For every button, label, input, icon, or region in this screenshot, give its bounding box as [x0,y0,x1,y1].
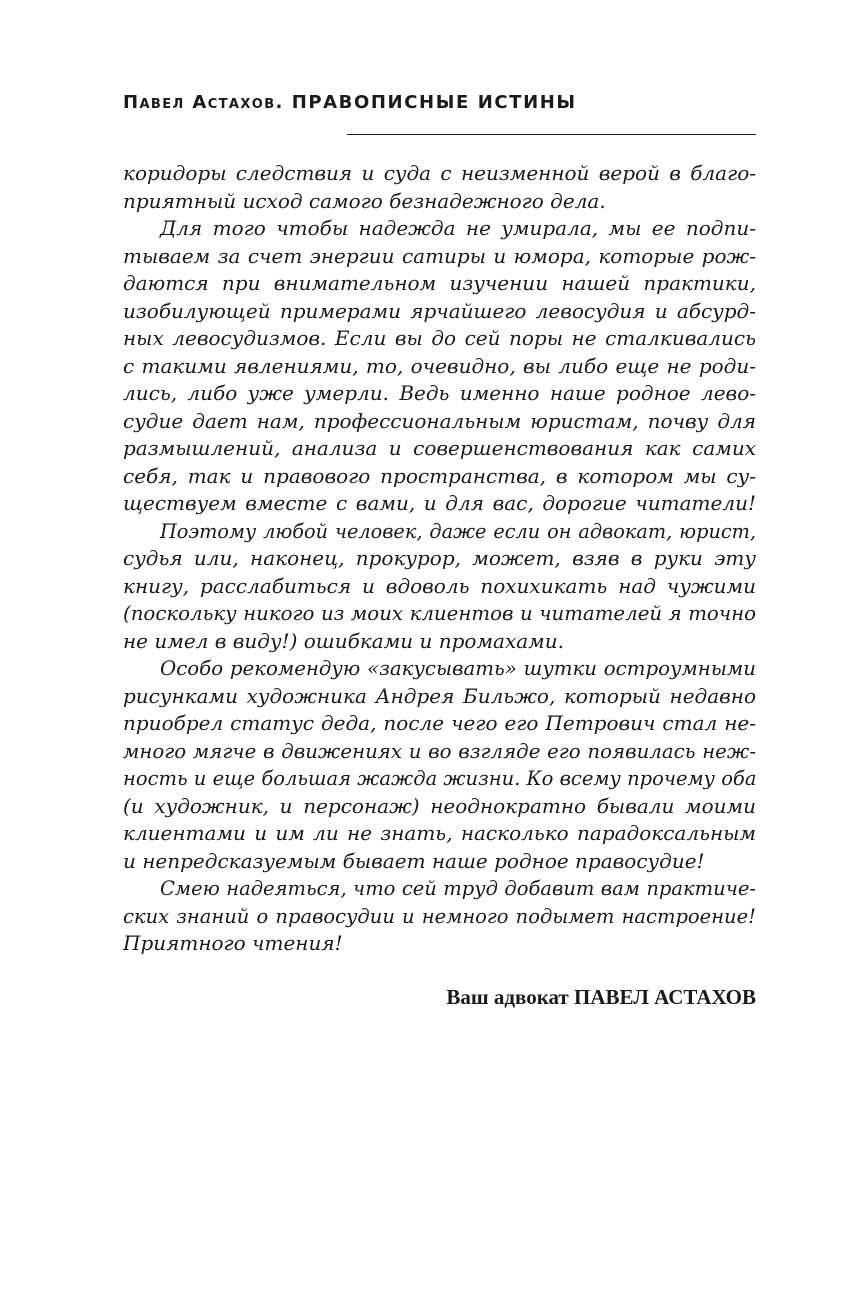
text-line: изобилующей примерами ярчайшего левосудия и абсурд- [123,298,756,323]
text-line: размышлений, анализа и совершенствования как самих [123,436,756,460]
paragraph-start-line: Для того чтобы надежда не умирала, мы ее подпи- [160,216,756,240]
text-line: лись, либо уже умерли. Ведь именно наше родное лево- [123,381,756,405]
text-line: даются при внимательном изучении нашей практики, [123,271,756,295]
header-rule [347,134,756,135]
text-line: и непредсказуемым бывает наше родное правосудие! [123,848,705,873]
text-line: (и художник, и персонаж) неоднократно бывали моими [123,793,756,818]
text-line: коридоры следствия и суда с неизменной верой в благо- [123,161,756,185]
running-head-author: Павел Астахов. [123,92,284,113]
text-line: с такими явлениями, то, очевидно, вы либо еще не роди- [123,353,756,378]
signature: Ваш адвокат ПАВЕЛ АСТАХОВ [446,985,756,1009]
body-text [123,160,756,958]
paragraph-start-line: Поэтому любой человек, даже если он адвокат, юрист, [160,519,756,543]
text-line: судья или, наконец, прокурор, может, взяв в руки эту [123,546,756,570]
text-line: клиентами и им ли не знать, насколько парадоксальным [123,821,756,845]
text-line: приятный исход самого безнадежного дела. [123,188,606,213]
text-line: ность и еще большая жажда жизни. Ко всему прочему оба [123,767,756,790]
text-line: книгу, расслабиться и вдоволь похихикать над чужими [123,573,756,598]
text-line: ных левосудизмов. Если вы до сей поры не сталкивались [123,326,756,350]
text-line: судие дает нам, профессиональным юристам, почву для [123,408,756,433]
text-line: тываем за счет энергии сатиры и юмора, которые рож- [123,243,756,268]
running-head-title: ПРАВОПИСНЫЕ ИСТИНЫ [291,92,577,113]
text-line: не имел в виду!) ошибками и промахами. [123,628,565,653]
text-line: много мягче в движениях и во взгляде его появилась неж- [123,739,756,763]
running-head [123,92,577,113]
text-line: рисунками художника Андрея Бильжо, который недавно [123,683,756,708]
paragraph-start-line: Особо рекомендую «закусывать» шутки остроумными [160,657,756,680]
text-line: ских знаний о правосудии и немного подымет настроение! [123,904,756,928]
text-line: себя, так и правового пространства, в котором мы су- [123,463,756,488]
paragraph-start-line: Смею надеяться, что сей труд добавит вам практиче- [160,877,756,900]
text-line: ществуем вместе с вами, и для вас, дорогие читатели! [123,491,756,515]
text-line: Приятного чтения! [123,931,343,955]
text-line: (поскольку никого из моих клиентов и читателей я точно [123,602,756,625]
text-line: приобрел статус деда, после чего его Петрович стал не- [123,711,756,735]
